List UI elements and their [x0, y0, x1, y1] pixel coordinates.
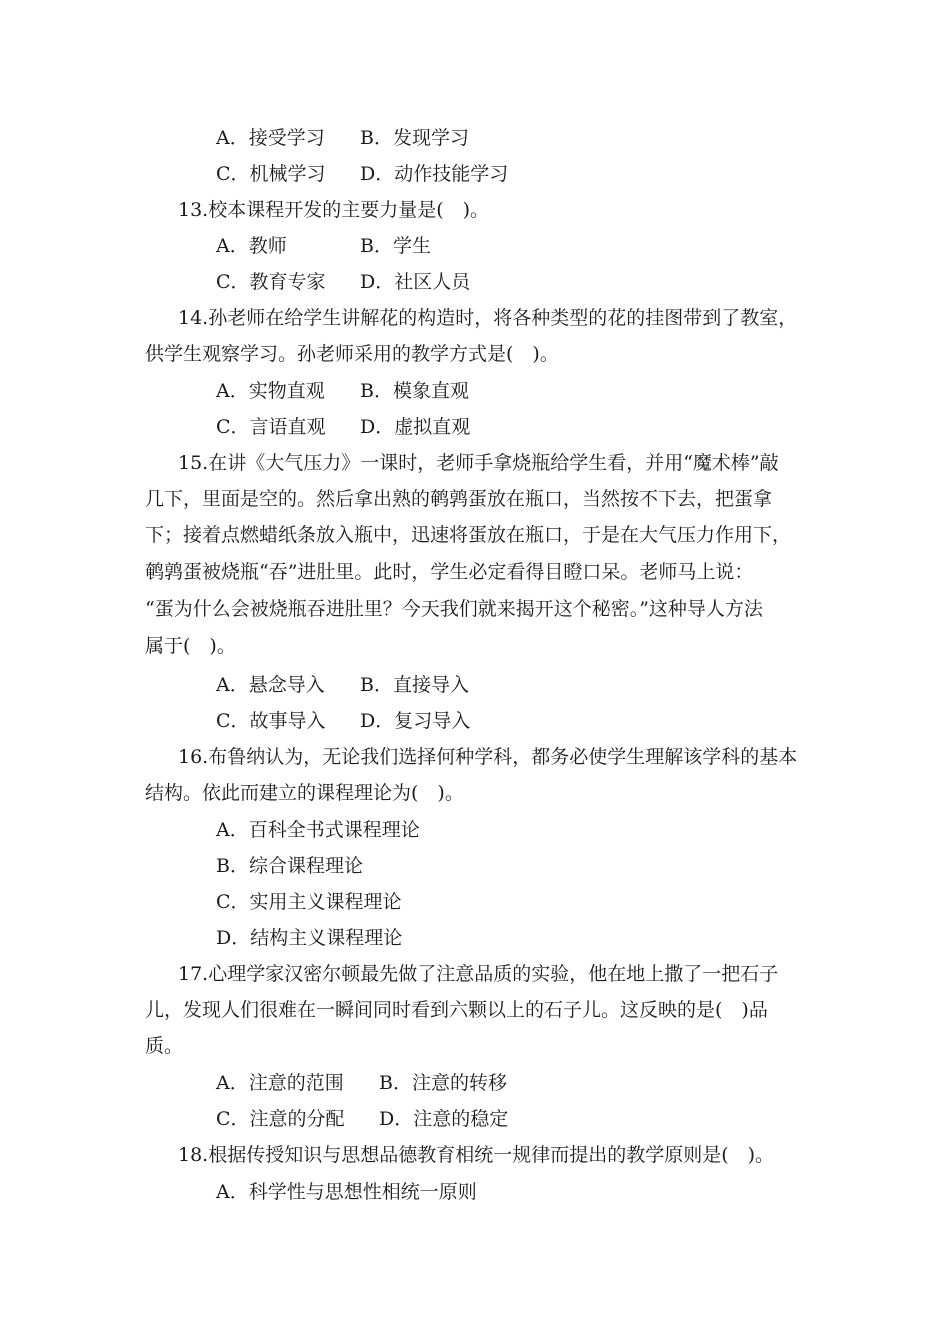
- q15-option-a: A．悬念导入: [216, 674, 325, 696]
- q18-option-a: A．科学性与思想性相统一原则: [216, 1181, 477, 1203]
- q12-option-a: A．接受学习: [216, 127, 325, 149]
- q14-option-b: B．模象直观: [360, 380, 469, 402]
- q17-option-a: A．注意的范围: [216, 1072, 344, 1094]
- q15-stem-line-1: 15.在讲《大气压力》一课时，老师手拿烧瓶给学生看，并用“魔术棒”敲: [178, 452, 779, 474]
- q18-stem: 18.根据传授知识与思想品德教育相统一规律而提出的教学原则是( )。: [178, 1144, 775, 1166]
- q15-stem-line-4: 鹌鹑蛋被烧瓶“吞”进肚里。此时，学生必定看得目瞪口呆。老师马上说：: [145, 561, 754, 583]
- q17-stem-line-3: 质。: [145, 1035, 184, 1057]
- q15-stem-line-3: 下；接着点燃蜡纸条放入瓶中，迅速将蛋放在瓶口，于是在大气压力作用下，: [145, 524, 792, 546]
- q13-option-b: B．学生: [360, 235, 431, 257]
- q13-option-c: C．教育专家: [216, 271, 326, 293]
- q16-option-d: D．结构主义课程理论: [216, 927, 403, 949]
- q16-stem-line-1: 16.布鲁纳认为，无论我们选择何种学科，都务必使学生理解该学科的基本: [178, 746, 798, 768]
- q17-option-d: D．注意的稳定: [379, 1108, 509, 1130]
- q15-stem-line-6: 属于( )。: [145, 635, 236, 657]
- q13-stem: 13.校本课程开发的主要力量是( )。: [178, 199, 490, 221]
- q14-option-a: A．实物直观: [216, 380, 325, 402]
- q12-option-b: B．发现学习: [360, 127, 469, 149]
- q16-option-c: C．实用主义课程理论: [216, 891, 402, 913]
- q12-option-c: C．机械学习: [216, 163, 326, 185]
- q16-option-a: A．百科全书式课程理论: [216, 819, 420, 841]
- q15-option-b: B．直接导入: [360, 674, 469, 696]
- q16-option-b: B．综合课程理论: [216, 855, 363, 877]
- q17-stem-line-2: 儿，发现人们很难在一瞬间同时看到六颗以上的石子儿。这反映的是( )品: [145, 999, 768, 1021]
- q14-stem-line-1: 14.孙老师在给学生讲解花的构造时，将各种类型的花的挂图带到了教室，: [178, 307, 798, 329]
- q14-stem-line-2: 供学生观察学习。孙老师采用的教学方式是( )。: [145, 343, 559, 365]
- q13-option-d: D．社区人员: [360, 271, 471, 293]
- q15-option-c: C．故事导入: [216, 710, 326, 732]
- q14-option-c: C．言语直观: [216, 416, 326, 438]
- q13-option-a: A．教师: [216, 235, 287, 257]
- q12-option-d: D．动作技能学习: [360, 163, 509, 185]
- q17-option-c: C．注意的分配: [216, 1108, 345, 1130]
- q15-stem-line-2: 几下，里面是空的。然后拿出熟的鹌鹑蛋放在瓶口，当然按不下去，把蛋拿: [145, 488, 773, 510]
- q17-stem-line-1: 17.心理学家汉密尔顿最先做了注意品质的实验，他在地上撒了一把石子: [178, 963, 779, 985]
- q16-stem-line-2: 结构。依此而建立的课程理论为( )。: [145, 782, 464, 804]
- q17-option-b: B．注意的转移: [379, 1072, 507, 1094]
- q15-stem-line-5: “蛋为什么会被烧瓶吞进肚里？今天我们就来揭开这个秘密。”这种导人方法: [145, 598, 763, 620]
- q14-option-d: D．虚拟直观: [360, 416, 471, 438]
- q15-option-d: D．复习导入: [360, 710, 471, 732]
